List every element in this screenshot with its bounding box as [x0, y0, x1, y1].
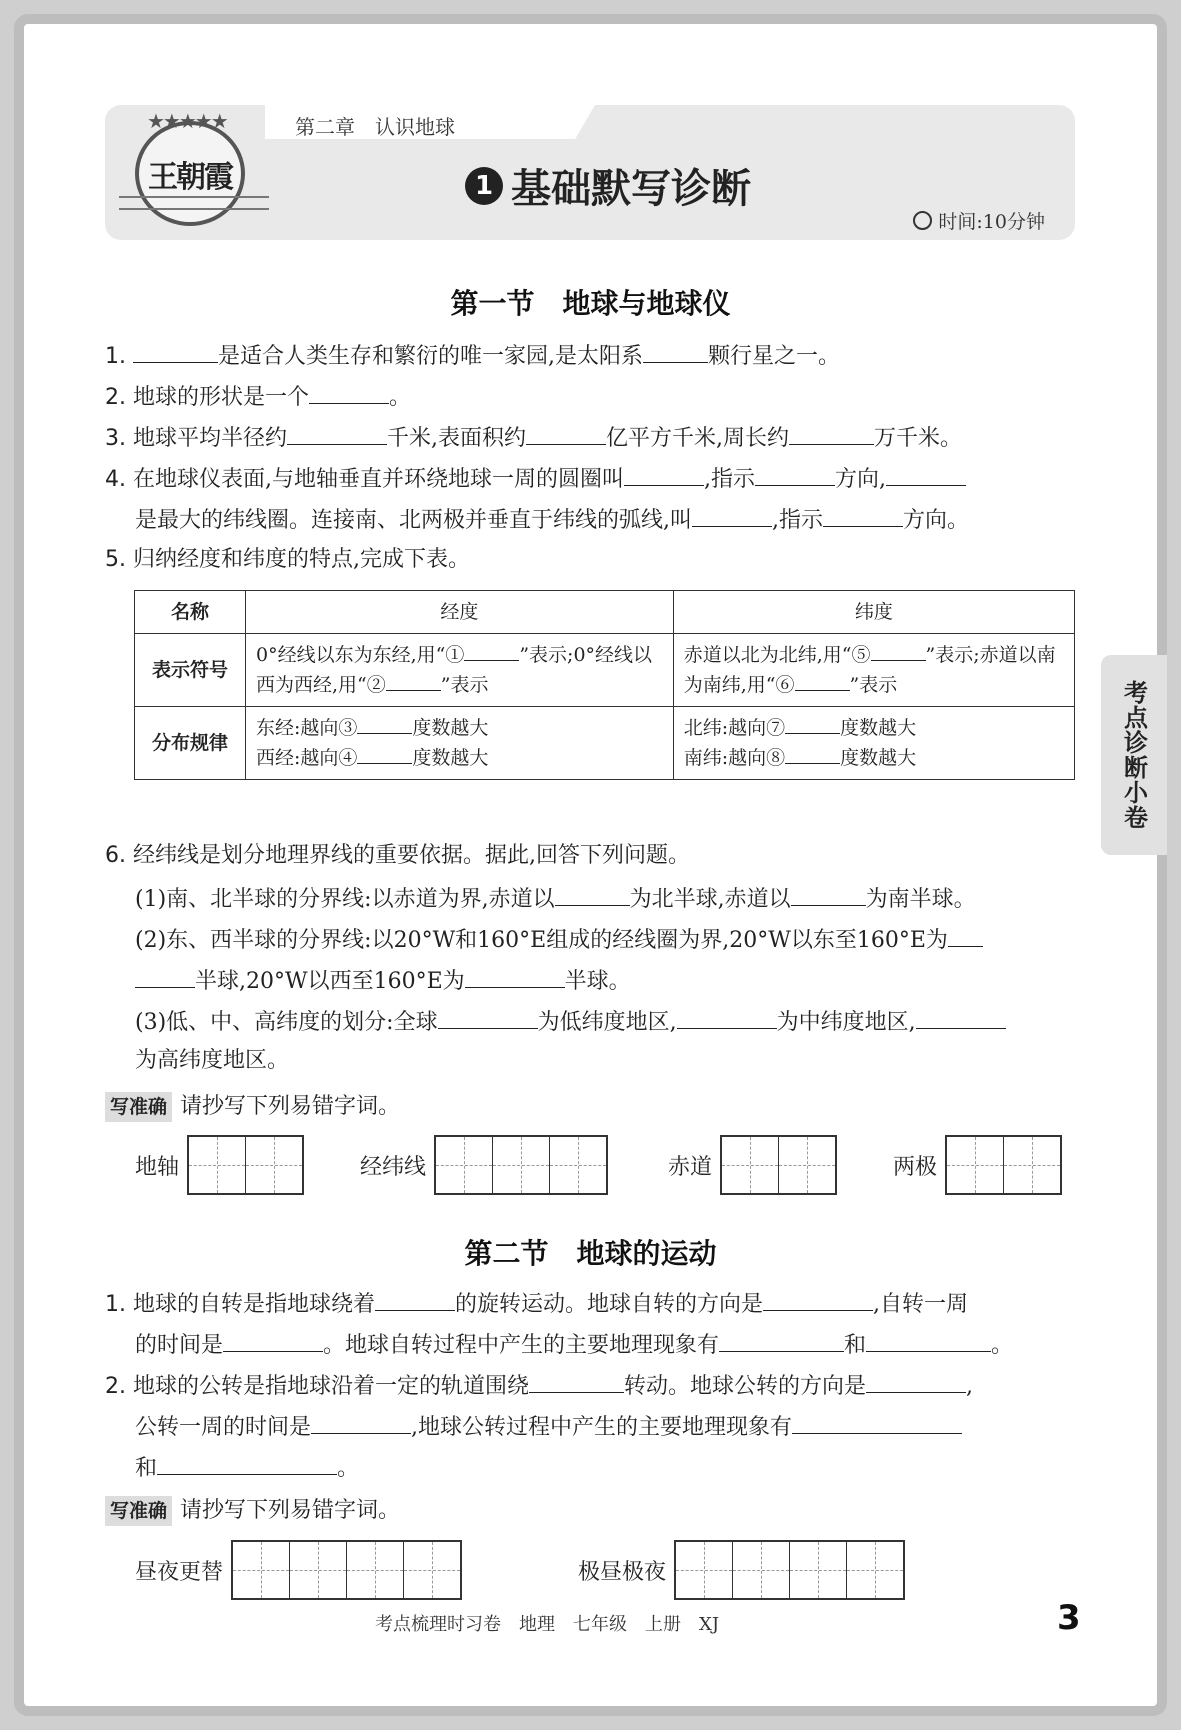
chapter-label: 第二章 认识地球 — [295, 115, 455, 139]
blank[interactable] — [386, 672, 441, 691]
blank[interactable] — [692, 504, 772, 527]
s1-q1: 1. 是适合人类生存和繁衍的唯一家园,是太阳系 颗行星之一。 — [105, 340, 840, 371]
section-2-title: 第二节 地球的运动 — [464, 1237, 717, 1270]
s1-write-prompt: 写准确 请抄写下列易错字词。 — [105, 1092, 400, 1122]
blank[interactable] — [792, 1411, 962, 1434]
copy-boxes[interactable] — [945, 1135, 1062, 1195]
blank[interactable] — [157, 1452, 337, 1475]
copy-word-jizhoujiye: 极昼极夜 — [578, 1540, 905, 1600]
write-tag: 写准确 — [105, 1092, 172, 1122]
blank[interactable] — [791, 883, 866, 906]
lon-lat-table — [134, 590, 1075, 780]
blank[interactable] — [866, 1370, 966, 1393]
logo-text: 王朝霞 — [148, 159, 232, 195]
blank[interactable] — [223, 1329, 323, 1352]
copy-boxes[interactable] — [674, 1540, 905, 1600]
blank[interactable] — [785, 745, 840, 764]
row-head: 表示符号 — [135, 634, 246, 707]
title-text: 基础默写诊断 — [511, 166, 751, 212]
page-number: 3 — [1057, 1598, 1081, 1638]
blank[interactable] — [916, 1006, 1006, 1029]
table-cell: 0°经线以东为东经,用“① ”表示;0°经线以西为西经,用“② ”表示 — [246, 634, 674, 707]
blank[interactable] — [763, 1288, 873, 1311]
copy-word-dizhou: 地轴 — [135, 1135, 304, 1195]
page-title — [465, 157, 751, 214]
blank[interactable] — [438, 1006, 538, 1029]
blank[interactable] — [375, 1288, 455, 1311]
copy-boxes[interactable] — [187, 1135, 304, 1195]
logo-ribbon — [119, 196, 269, 210]
blank[interactable] — [311, 1411, 411, 1434]
s2-q2-line1: 2. 地球的公转是指地球沿着一定的轨道围绕 转动。地球公转的方向是 , — [105, 1370, 973, 1401]
table-cell: 赤道以北为北纬,用“⑤ ”表示;赤道以南为南纬,用“⑥ ”表示 — [673, 634, 1074, 707]
copy-word-jingweixian: 经纬线 — [360, 1135, 608, 1195]
copy-word-chidao: 赤道 — [668, 1135, 837, 1195]
blank[interactable] — [465, 965, 565, 988]
blank[interactable] — [886, 463, 966, 486]
blank[interactable] — [677, 1006, 777, 1029]
time-limit — [913, 207, 1045, 234]
blank[interactable] — [948, 924, 983, 947]
blank[interactable] — [135, 965, 195, 988]
blank[interactable] — [526, 422, 606, 445]
s2-q1-line1: 1. 地球的自转是指地球绕着 的旋转运动。地球自转的方向是 ,自转一周 — [105, 1288, 968, 1319]
copy-word-liangji: 两极 — [893, 1135, 1062, 1195]
blank[interactable] — [287, 422, 387, 445]
blank[interactable] — [555, 883, 630, 906]
s1-q6-p2-cont: 半球,20°W以西至160°E为 半球。 — [135, 965, 631, 996]
write-tag: 写准确 — [105, 1496, 172, 1526]
copy-boxes[interactable] — [231, 1540, 462, 1600]
copy-boxes[interactable] — [720, 1135, 837, 1195]
s2-q2-line3: 和 。 — [135, 1452, 359, 1483]
s1-q4-line2: 是最大的纬线圈。连接南、北两极并垂直于纬线的弧线,叫 ,指示 方向。 — [135, 504, 969, 535]
blank[interactable] — [357, 715, 412, 734]
blank[interactable] — [529, 1370, 624, 1393]
copy-word-zhouyegengti: 昼夜更替 — [135, 1540, 462, 1600]
row-head: 分布规律 — [135, 707, 246, 780]
brand-logo — [135, 109, 245, 226]
s1-q5: 5. 归纳经度和纬度的特点,完成下表。 — [105, 547, 470, 572]
table-header-cell: 纬度 — [673, 591, 1074, 634]
title-number: 1 — [465, 167, 503, 205]
blank[interactable] — [823, 504, 903, 527]
table-row — [135, 634, 1075, 707]
blank[interactable] — [357, 745, 412, 764]
section-1-title: 第一节 地球与地球仪 — [450, 287, 731, 320]
time-text: 时间:10分钟 — [938, 211, 1045, 233]
table-cell: 东经:越向③ 度数越大 西经:越向④ 度数越大 — [246, 707, 674, 780]
s1-q6-p1: (1)南、北半球的分界线:以赤道为界,赤道以 为北半球,赤道以 为南半球。 — [135, 883, 976, 914]
blank[interactable] — [785, 715, 840, 734]
clock-icon — [913, 211, 932, 230]
table-row — [135, 707, 1075, 780]
s1-q4-line1: 4. 在地球仪表面,与地轴垂直并环绕地球一周的圆圈叫 ,指示 方向, — [105, 463, 966, 494]
blank[interactable] — [789, 422, 874, 445]
blank[interactable] — [795, 672, 850, 691]
s2-q1-line2: 的时间是 。地球自转过程中产生的主要地理现象有 和 。 — [135, 1329, 1013, 1360]
blank[interactable] — [871, 642, 926, 661]
blank[interactable] — [624, 463, 704, 486]
side-tab: 考点诊断小卷 — [1101, 655, 1167, 855]
s1-q6: 6. 经纬线是划分地理界线的重要依据。据此,回答下列问题。 — [105, 843, 690, 868]
s2-write-prompt: 写准确 请抄写下列易错字词。 — [105, 1496, 400, 1526]
page-footer: 考点梳理时习卷 地理 七年级 上册 XJ — [375, 1614, 720, 1635]
s1-q6-p3-cont: 为高纬度地区。 — [135, 1048, 290, 1073]
blank[interactable] — [866, 1329, 991, 1352]
s1-q6-p3: (3)低、中、高纬度的划分:全球 为低纬度地区, 为中纬度地区, — [135, 1006, 1006, 1037]
s1-q2: 2. 地球的形状是一个 。 — [105, 381, 411, 412]
blank[interactable] — [464, 642, 519, 661]
page-header — [105, 105, 1075, 240]
blank[interactable] — [719, 1329, 844, 1352]
blank[interactable] — [643, 340, 708, 363]
blank[interactable] — [133, 340, 218, 363]
s2-q2-line2: 公转一周的时间是 ,地球公转过程中产生的主要地理现象有 — [135, 1411, 962, 1442]
stars-icon: ★★★★★ — [147, 109, 227, 133]
table-cell: 北纬:越向⑦ 度数越大 南纬:越向⑧ 度数越大 — [673, 707, 1074, 780]
copy-boxes[interactable] — [434, 1135, 608, 1195]
table-header-cell: 名称 — [135, 591, 246, 634]
blank[interactable] — [755, 463, 835, 486]
s1-q3: 3. 地球平均半径约 千米,表面积约 亿平方千米,周长约 万千米。 — [105, 422, 962, 453]
blank[interactable] — [309, 381, 389, 404]
table-header-row — [135, 591, 1075, 634]
s1-q6-p2: (2)东、西半球的分界线:以20°W和160°E组成的经线圈为界,20°W以东至160°E为 — [135, 924, 983, 955]
table-header-cell: 经度 — [246, 591, 674, 634]
